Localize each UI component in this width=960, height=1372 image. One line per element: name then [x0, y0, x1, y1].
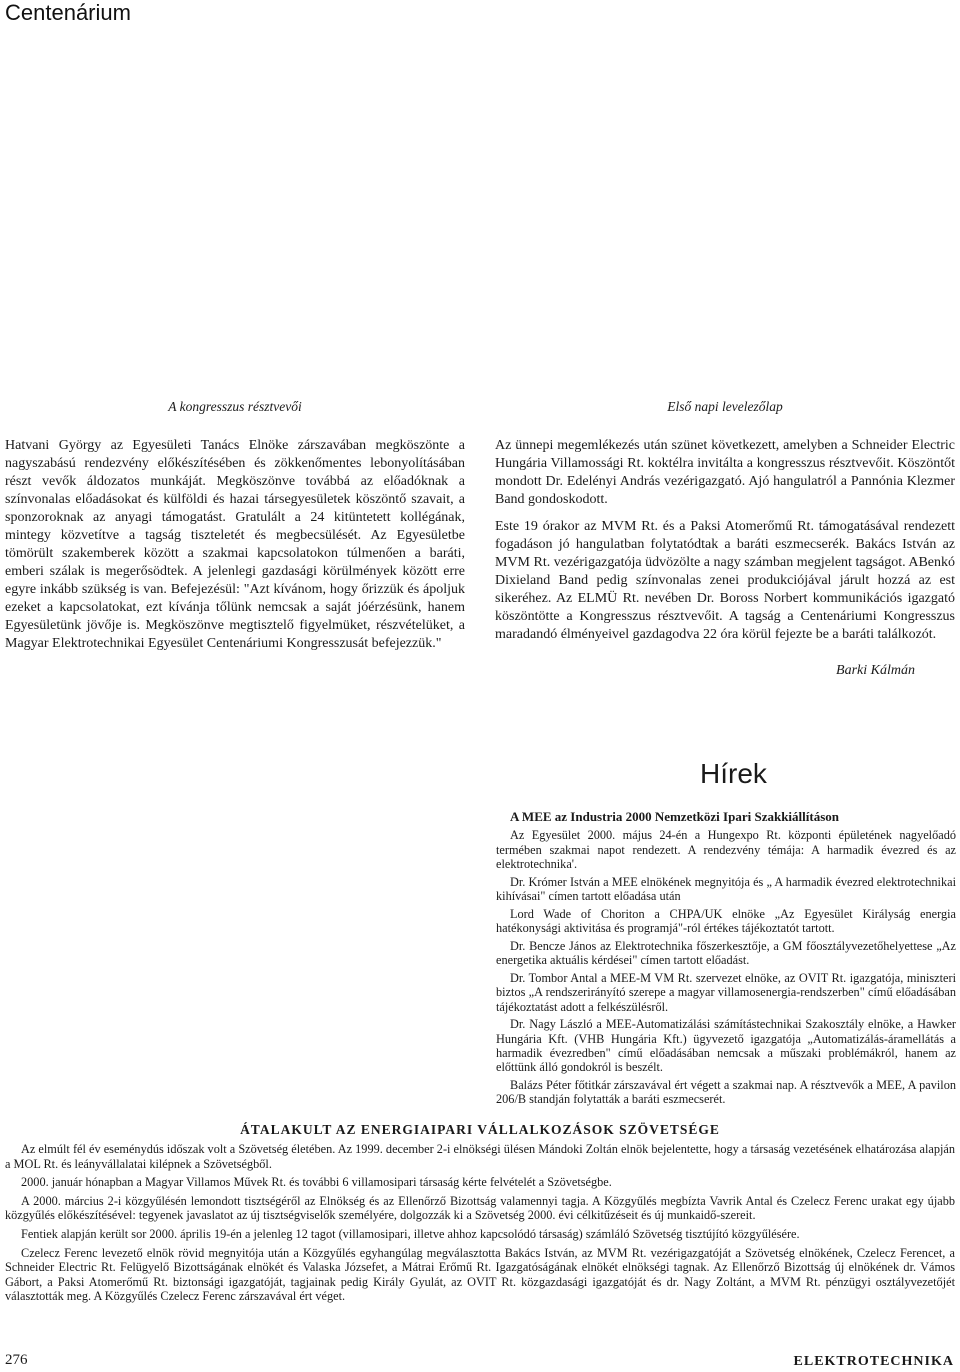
left-column — [5, 437, 465, 653]
photo-caption-right: Első napi levelezőlap — [667, 399, 783, 414]
journal-name: ELEKTROTECHNIKA — [793, 1354, 954, 1369]
right-column — [495, 437, 955, 680]
author-signature: Barki Kálmán — [836, 663, 915, 678]
atalakult-article — [5, 1142, 955, 1308]
article-headline: A MEE az Industria 2000 Nemzetközi Ipari Szakkiállításon — [510, 809, 839, 824]
photo-caption-left: A kongresszus résztvevői — [168, 399, 302, 414]
body-paragraph: Hatvani György az Egyesületi Tanács Elnöke zárszavában megköszönte a nagyszabású rendezvény előkészítésében és zökkenőmentes lebonyolításában részt vevők áldozatos munkáját. Megköszönve továbbá az előadóknak a színvonalas előadásokat és külföldi és hazai társegyesületek köszöntő szavait, a sponzoroknak az anyagi támogatást. Gratulált a 24 kitüntetett kollégának, mintegy közvetítve a tagság tiszteletét és megbecsülését. Az Egyesületbe tömörült szakemberek között a szakmai kapcsolatokon túlmenően a baráti, emberi szálak is megerősödtek. A jelenlegi gazdasági körülmények között erre egyre inkább szükség is van. Befejezésül: "Azt kívánom, hogy őrizzük és ápoljuk ezeket a kapcsolatokat, ezt kívánja tőlünk nemcsak a saját jóérzésünk, hanem Egyesületünk jövője is. Megköszönve megtisztelő figyelmüket, részvételüket, a Magyar Elektrotechnikai Egyesület Centenáriumi Kongresszusát befejezzük." — [5, 438, 465, 651]
article-paragraph: Fentiek alapján került sor 2000. április 19-én a jelenleg 12 tagot (villamosipari, illetve ahhoz kapcsolódó társaság) számláló Szövetség tisztújító közgyűlésére. — [21, 1226, 800, 1241]
article-paragraph: Dr. Krómer István a MEE elnökének megnyitója és „ A harmadik évezred elektrotechnikai kihívásai" címen tartott előadása után — [496, 874, 956, 903]
article-paragraph: A 2000. március 2-i közgyűlésén lemondott tisztségéről az Elnökség és az Ellenőrző Bizottság valamennyi tagja. A Közgyűlés megbízta Vavrik Antal és Czelecz Ferenc urakat egy újabb közgyűlés előkészítésével: tegyenek javaslatot az új tisztségviselők személyére, dolgozzák ki a Szövetség 2000. évi célkitűzéseit és új munkaidő-szereit. — [5, 1193, 955, 1223]
page-header-title: Centenárium — [5, 0, 131, 25]
article-paragraph: 2000. január hónapban a Magyar Villamos Művek Rt. és további 6 villamosipari társaság kérte felvételét a Szövetségbe. — [21, 1175, 612, 1190]
article-paragraph: Az Egyesület 2000. május 24-én a Hungexpo Rt. központi épületének nagyelőadó termében szakmai napot rendezett. A rendezvény témája: A harmadik évezred és az elektrotechnika'. — [496, 828, 956, 871]
hirek-article — [496, 810, 956, 1110]
body-paragraph: Este 19 órakor az MVM Rt. és a Paksi Atomerőmű Rt. támogatásával rendezett fogadáson jó hangulatban folytatódtak a baráti eszmecserék. Bakács István az MVM Rt. vezérigazgatója üdvözölte a nagy számban megjelent tagságot. ABenkó Dixieland Band pedig színvonalas zenei produkciójával járult hozzá az est sikeréhez. Az ELMÜ Rt. nevében Dr. Boross Norbert kommunikációs igazgató köszöntötte a Kongresszus résztvevőit. A tagság a Centenáriumi Kongresszus maradandó élményeivel gazdagodva 22 óra körül fejezte be a baráti találkozót. — [495, 519, 955, 642]
article-paragraph: Az elmúlt fél év eseménydús időszak volt a Szövetség életében. Az 1999. december 2-i elnökségi ülésen Mándoki Zoltán elnök bejelentette, hogy a társaság vezetésének elhatározása alapján a MOL Rt. és leányvállalatai kilépnek a Szövetségből. — [5, 1142, 955, 1171]
article-paragraph: Dr. Nagy László a MEE-Automatizálási számítástechnikai Szakosztály elnöke, a Hawker Hungária Kft. (VHB Hungária Kft.) ügyvezető igazgatója „Automatizálás-áramellátás a harmadik évezredben" című előadásában nemcsak a műszaki problémákról, hanem az előttünk álló gondokról is beszélt. — [496, 1017, 956, 1075]
page-number: 276 — [5, 1352, 28, 1368]
article-paragraph: Dr. Tombor Antal a MEE-M VM Rt. szervezet elnöke, az OVIT Rt. igazgatója, miniszteri biztos „A rendszerirányító szerepe a magyar villamosenergia-rendszerben" című előadásában tájékoztatást adott a felkészülésről. — [496, 970, 956, 1014]
article-paragraph: Balázs Péter főtitkár zárszavával ért végett a szakmai nap. A résztvevők a MEE, A pavilon 206/B standján folytatták a baráti eszmecserét. — [496, 1078, 956, 1107]
section-title-hirek: Hírek — [700, 758, 767, 789]
article-paragraph: Lord Wade of Choriton a CHPA/UK elnöke „Az Egyesület Királyság energia hatékonysági aktivitása és programjá"-ról értékes tájékoztatót tartott. — [496, 906, 956, 936]
body-paragraph: Az ünnepi megemlékezés után szünet következett, amelyben a Schneider Electric Hungária Villamossági Rt. koktélra invitálta a kongresszus résztvevőit. Köszöntőt mondott Dr. Edelényi András vezérigazgató. Ajó hangulatról a Pannónia Klezmer Band gondoskodott. — [495, 438, 955, 507]
article-paragraph: Czelecz Ferenc levezető elnök rövid megnyitója után a Közgyűlés egyhangúlag megválasztotta Bakács István, az MVM Rt. vezérigazgatóját a Szövetség elnökének, Czelecz Ferencet, a Schneider Electric Rt. Felügyelő Bizottságának elnökét és Valaska Józsefet, a Mátrai Erőmű Rt. Igazgatóságának elnökét elnökségi tagnak. Az Ellenőrző Bizottság új elnökének dr. Vámos Gábort, a Paksi Atomerőmű Rt. biztonsági igazgatóját, tagjainak pedig Király Gyulát, az OVIT Rt. közgazdasági igazgatóját és dr. Nagy Zoltánt, a MVM Rt. pénzügyi osztályvezetőjét választották meg. A Közgyűlés Czelecz Ferenc zárszavával ért véget. — [5, 1245, 955, 1304]
section-title-atalakult: ÁTALAKULT AZ ENERGIAIPARI VÁLLALKOZÁSOK SZÖVETSÉGE — [240, 1122, 720, 1137]
article-paragraph: Dr. Bencze János az Elektrotechnika főszerkesztője, a GM főosztályvezetőhelyettese „Az energetika aktuális kérdései" címen tartott előadást. — [496, 938, 956, 968]
